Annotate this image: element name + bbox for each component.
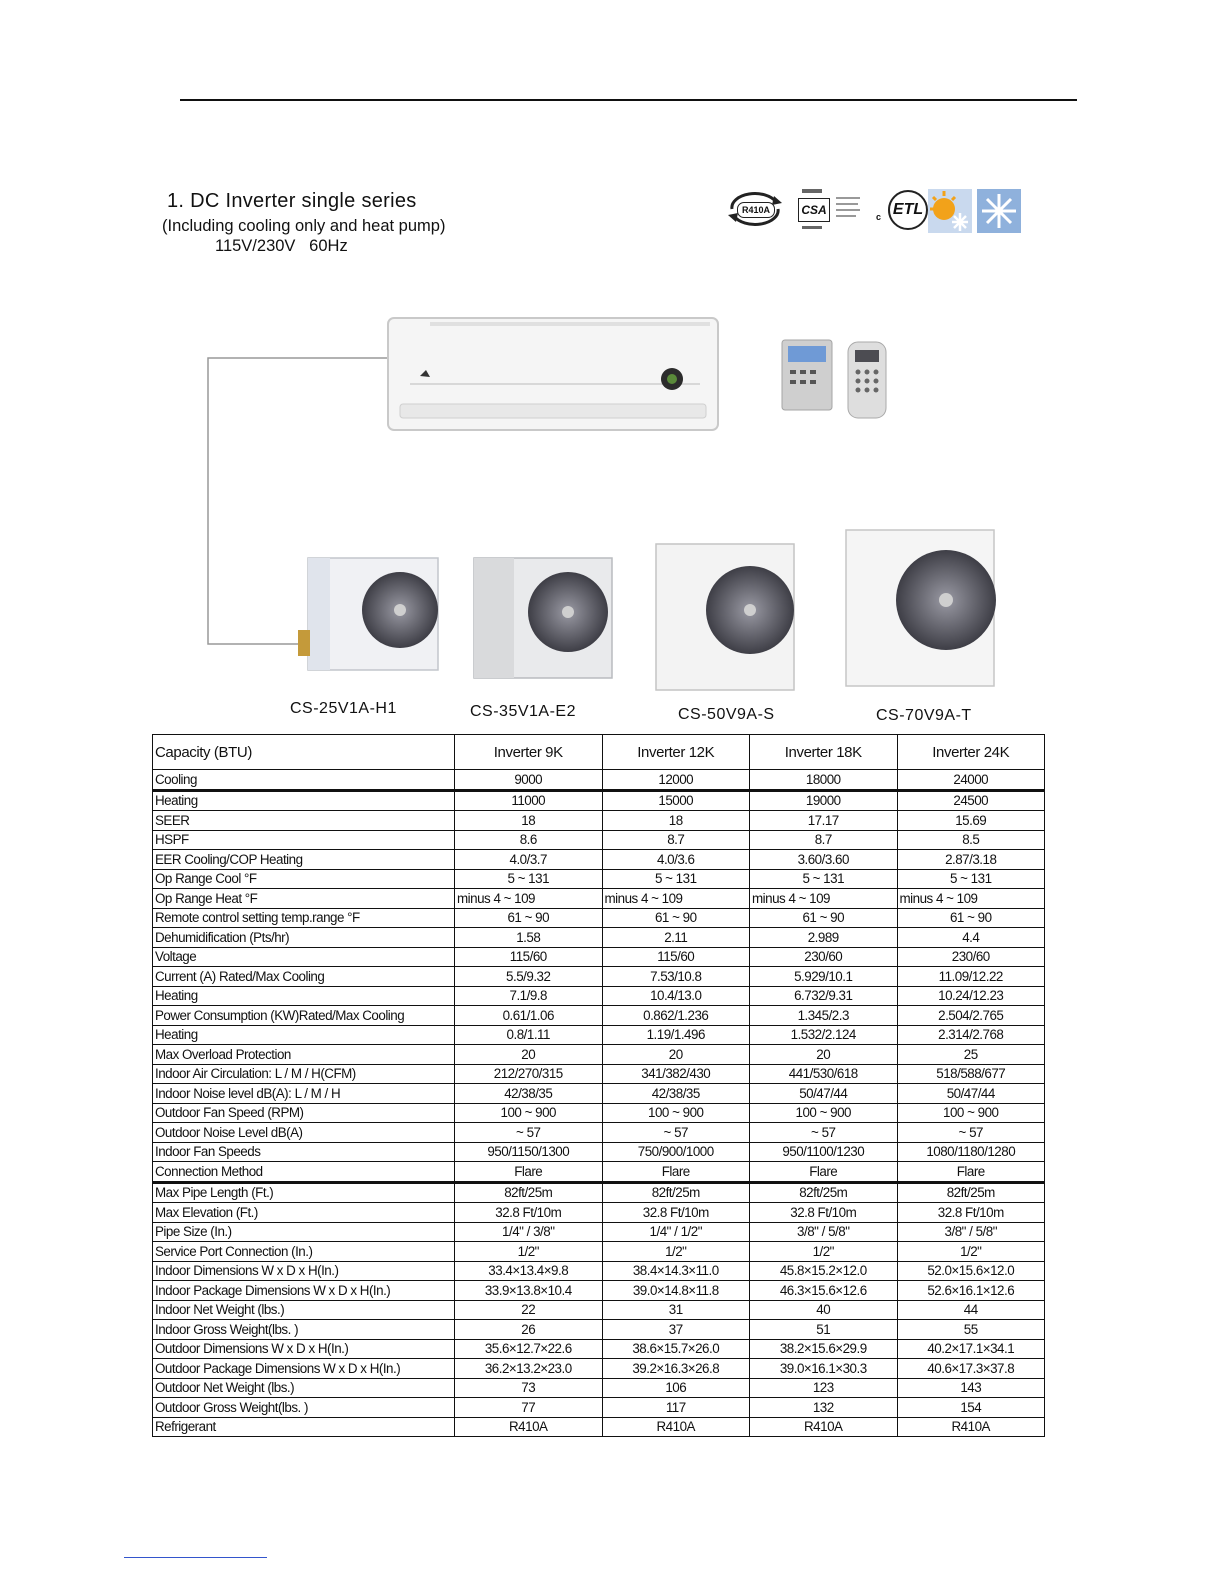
- table-row: [153, 1103, 1045, 1123]
- table-cell: Flare: [897, 1162, 1045, 1183]
- table-cell: 1/2": [750, 1242, 898, 1262]
- table-cell: 1/2": [897, 1242, 1045, 1262]
- table-cell: 38.6×15.7×26.0: [602, 1339, 750, 1359]
- table-cell: minus 4 ~ 109: [750, 889, 898, 909]
- model-label: CS-70V9A-T: [876, 707, 972, 724]
- table-cell: 1.58: [455, 928, 603, 948]
- table-row: [153, 869, 1045, 889]
- table-cell: 42/38/35: [455, 1084, 603, 1104]
- table-row: [153, 1142, 1045, 1162]
- table-cell: 39.2×16.3×26.8: [602, 1359, 750, 1379]
- table-cell: 37: [602, 1320, 750, 1340]
- table-cell: 32.8 Ft/10m: [602, 1203, 750, 1223]
- header-cell: Inverter 24K: [897, 735, 1045, 770]
- row-label: Outdoor Fan Speed (RPM): [153, 1103, 455, 1123]
- table-row: [153, 770, 1045, 791]
- table-row: [153, 1162, 1045, 1183]
- table-cell: 8.5: [897, 830, 1045, 850]
- table-cell: 55: [897, 1320, 1045, 1340]
- table-row: [153, 889, 1045, 909]
- csa-energy-lines-icon: [796, 188, 864, 232]
- row-label: Remote control setting temp.range °F: [153, 908, 455, 928]
- table-cell: 2.11: [602, 928, 750, 948]
- table-cell: 45.8×15.2×12.0: [750, 1261, 898, 1281]
- table-cell: 5.5/9.32: [455, 967, 603, 987]
- row-label: Indoor Air Circulation: L / M / H(CFM): [153, 1064, 455, 1084]
- table-cell: 100 ~ 900: [602, 1103, 750, 1123]
- header-cell: Inverter 18K: [750, 735, 898, 770]
- table-cell: 154: [897, 1398, 1045, 1418]
- table-cell: 2.504/2.765: [897, 1006, 1045, 1026]
- csa-logo: [796, 188, 864, 232]
- row-label: Indoor Fan Speeds: [153, 1142, 455, 1162]
- table-cell: R410A: [750, 1417, 898, 1437]
- table-cell: 1/4" / 3/8": [455, 1222, 603, 1242]
- table-cell: 38.4×14.3×11.0: [602, 1261, 750, 1281]
- table-row: [153, 1006, 1045, 1026]
- row-label: Dehumidification (Pts/hr): [153, 928, 455, 948]
- table-cell: 1/2": [602, 1242, 750, 1262]
- table-cell: 32.8 Ft/10m: [750, 1203, 898, 1223]
- row-label: Heating: [153, 1025, 455, 1045]
- row-label: Refrigerant: [153, 1417, 455, 1437]
- table-cell: 230/60: [750, 947, 898, 967]
- table-cell: 17.17: [750, 811, 898, 831]
- table-cell: 20: [602, 1045, 750, 1065]
- row-label: Max Overload Protection: [153, 1045, 455, 1065]
- table-row: [153, 1222, 1045, 1242]
- table-cell: 10.24/12.23: [897, 986, 1045, 1006]
- table-row: [153, 1359, 1045, 1379]
- table-cell: 100 ~ 900: [455, 1103, 603, 1123]
- row-label: Voltage: [153, 947, 455, 967]
- table-row: [153, 947, 1045, 967]
- table-cell: 12000: [602, 770, 750, 791]
- outdoor-unit-3: [656, 544, 794, 690]
- table-cell: 750/900/1000: [602, 1142, 750, 1162]
- table-cell: 24000: [897, 770, 1045, 791]
- table-row: [153, 790, 1045, 811]
- table-cell: ~ 57: [750, 1123, 898, 1143]
- table-cell: 0.862/1.236: [602, 1006, 750, 1026]
- csa-mark: CSA: [798, 198, 830, 222]
- table-cell: 1080/1180/1280: [897, 1142, 1045, 1162]
- table-row: [153, 1398, 1045, 1418]
- table-cell: 1.532/2.124: [750, 1025, 898, 1045]
- table-row: [153, 908, 1045, 928]
- table-cell: Flare: [455, 1162, 603, 1183]
- table-cell: 61 ~ 90: [602, 908, 750, 928]
- table-cell: 33.9×13.8×10.4: [455, 1281, 603, 1301]
- table-cell: 38.2×15.6×29.9: [750, 1339, 898, 1359]
- table-cell: 73: [455, 1378, 603, 1398]
- table-cell: R410A: [455, 1417, 603, 1437]
- table-cell: 4.4: [897, 928, 1045, 948]
- table-cell: 3/8" / 5/8": [750, 1222, 898, 1242]
- section-subtitle: (Including cooling only and heat pump): [162, 217, 446, 235]
- table-row: [153, 1203, 1045, 1223]
- table-cell: 117: [602, 1398, 750, 1418]
- table-cell: 8.7: [750, 830, 898, 850]
- model-label: CS-50V9A-S: [678, 706, 775, 723]
- snowflake-icon: [977, 189, 1021, 233]
- table-cell: 31: [602, 1300, 750, 1320]
- table-cell: 15000: [602, 790, 750, 811]
- table-row: [153, 850, 1045, 870]
- table-cell: 518/588/677: [897, 1064, 1045, 1084]
- table-cell: 18: [602, 811, 750, 831]
- etl-mark: ETL: [888, 190, 928, 230]
- row-label: Power Consumption (KW)Rated/Max Cooling: [153, 1006, 455, 1026]
- r410a-logo: [724, 192, 786, 226]
- table-row: [153, 1281, 1045, 1301]
- table-row: [153, 1182, 1045, 1203]
- table-cell: 39.0×14.8×11.8: [602, 1281, 750, 1301]
- table-cell: 77: [455, 1398, 603, 1418]
- row-label: Op Range Heat °F: [153, 889, 455, 909]
- table-cell: 40.6×17.3×37.8: [897, 1359, 1045, 1379]
- table-cell: 2.989: [750, 928, 898, 948]
- table-cell: 11000: [455, 790, 603, 811]
- table-cell: 5.929/10.1: [750, 967, 898, 987]
- table-cell: 7.1/9.8: [455, 986, 603, 1006]
- table-row: [153, 1339, 1045, 1359]
- table-cell: 24500: [897, 790, 1045, 811]
- section-heading: [162, 190, 446, 256]
- table-cell: 8.7: [602, 830, 750, 850]
- remote-control: [848, 342, 886, 418]
- product-illustration: [200, 300, 1040, 740]
- table-cell: 7.53/10.8: [602, 967, 750, 987]
- row-label: Outdoor Package Dimensions W x D x H(In.): [153, 1359, 455, 1379]
- table-cell: 11.09/12.22: [897, 967, 1045, 987]
- row-label: Service Port Connection (In.): [153, 1242, 455, 1262]
- row-label: Indoor Dimensions W x D x H(In.): [153, 1261, 455, 1281]
- table-cell: ~ 57: [455, 1123, 603, 1143]
- outdoor-unit-2: [474, 558, 612, 678]
- table-cell: 3.60/3.60: [750, 850, 898, 870]
- table-row: [153, 830, 1045, 850]
- table-cell: 19000: [750, 790, 898, 811]
- header-cell: Inverter 12K: [602, 735, 750, 770]
- table-cell: 0.61/1.06: [455, 1006, 603, 1026]
- row-label: Current (A) Rated/Max Cooling: [153, 967, 455, 987]
- row-label: Outdoor Noise Level dB(A): [153, 1123, 455, 1143]
- table-cell: 35.6×12.7×22.6: [455, 1339, 603, 1359]
- row-label: Indoor Noise level dB(A): L / M / H: [153, 1084, 455, 1104]
- table-cell: 5 ~ 131: [897, 869, 1045, 889]
- r410a-label: R410A: [737, 202, 775, 218]
- table-cell: 115/60: [455, 947, 603, 967]
- table-cell: 1/4" / 1/2": [602, 1222, 750, 1242]
- outdoor-unit-1: [298, 558, 438, 670]
- table-cell: 20: [455, 1045, 603, 1065]
- row-label: Op Range Cool °F: [153, 869, 455, 889]
- table-cell: 6.732/9.31: [750, 986, 898, 1006]
- indoor-unit: [388, 318, 718, 430]
- table-cell: 25: [897, 1045, 1045, 1065]
- table-cell: 46.3×15.6×12.6: [750, 1281, 898, 1301]
- table-cell: 2.87/3.18: [897, 850, 1045, 870]
- table-row: [153, 1123, 1045, 1143]
- table-cell: 950/1150/1300: [455, 1142, 603, 1162]
- table-cell: 1.345/2.3: [750, 1006, 898, 1026]
- table-row: [153, 1320, 1045, 1340]
- top-rule: [180, 99, 1077, 101]
- table-cell: 3/8" / 5/8": [897, 1222, 1045, 1242]
- row-label: Pipe Size (In.): [153, 1222, 455, 1242]
- table-cell: minus 4 ~ 109: [455, 889, 603, 909]
- row-label: Heating: [153, 790, 455, 811]
- table-cell: 50/47/44: [897, 1084, 1045, 1104]
- table-cell: 8.6: [455, 830, 603, 850]
- section-title: 1. DC Inverter single series: [167, 190, 417, 212]
- row-label: Heating: [153, 986, 455, 1006]
- table-cell: Flare: [602, 1162, 750, 1183]
- table-cell: 5 ~ 131: [602, 869, 750, 889]
- table-row: [153, 967, 1045, 987]
- row-label: Indoor Gross Weight(lbs. ): [153, 1320, 455, 1340]
- table-cell: 132: [750, 1398, 898, 1418]
- model-label: CS-35V1A-E2: [470, 703, 576, 720]
- table-cell: 1.19/1.496: [602, 1025, 750, 1045]
- table-cell: 52.0×15.6×12.0: [897, 1261, 1045, 1281]
- table-cell: 61 ~ 90: [750, 908, 898, 928]
- table-cell: 40: [750, 1300, 898, 1320]
- table-cell: 82ft/25m: [602, 1182, 750, 1203]
- table-cell: 51: [750, 1320, 898, 1340]
- row-label: Max Pipe Length (Ft.): [153, 1182, 455, 1203]
- header-cell: Inverter 9K: [455, 735, 603, 770]
- table-cell: 32.8 Ft/10m: [897, 1203, 1045, 1223]
- model-label: CS-25V1A-H1: [290, 700, 397, 717]
- table-cell: 50/47/44: [750, 1084, 898, 1104]
- row-label: HSPF: [153, 830, 455, 850]
- table-cell: 61 ~ 90: [897, 908, 1045, 928]
- table-cell: 82ft/25m: [455, 1182, 603, 1203]
- table-row: [153, 1300, 1045, 1320]
- table-cell: 61 ~ 90: [455, 908, 603, 928]
- table-cell: R410A: [602, 1417, 750, 1437]
- table-row: [153, 1084, 1045, 1104]
- table-cell: 36.2×13.2×23.0: [455, 1359, 603, 1379]
- table-cell: 4.0/3.6: [602, 850, 750, 870]
- table-cell: 100 ~ 900: [750, 1103, 898, 1123]
- outdoor-unit-4: [846, 530, 996, 686]
- table-cell: minus 4 ~ 109: [602, 889, 750, 909]
- table-cell: 22: [455, 1300, 603, 1320]
- table-cell: 18: [455, 811, 603, 831]
- table-cell: 10.4/13.0: [602, 986, 750, 1006]
- table-cell: 950/1100/1230: [750, 1142, 898, 1162]
- table-cell: 26: [455, 1320, 603, 1340]
- table-cell: 441/530/618: [750, 1064, 898, 1084]
- table-cell: 1/2": [455, 1242, 603, 1262]
- table-row: [153, 986, 1045, 1006]
- table-cell: 5 ~ 131: [750, 869, 898, 889]
- table-cell: 230/60: [897, 947, 1045, 967]
- table-row: [153, 1025, 1045, 1045]
- table-cell: 32.8 Ft/10m: [455, 1203, 603, 1223]
- row-label: Outdoor Dimensions W x D x H(In.): [153, 1339, 455, 1359]
- table-cell: 106: [602, 1378, 750, 1398]
- row-label: Indoor Net Weight (lbs.): [153, 1300, 455, 1320]
- table-row: [153, 1378, 1045, 1398]
- table-cell: 123: [750, 1378, 898, 1398]
- heat-cool-icon: [928, 189, 972, 233]
- table-cell: 82ft/25m: [750, 1182, 898, 1203]
- row-label: Outdoor Net Weight (lbs.): [153, 1378, 455, 1398]
- certification-logos: [724, 186, 1024, 234]
- table-header-row: [153, 735, 1045, 770]
- table-cell: ~ 57: [602, 1123, 750, 1143]
- table-cell: ~ 57: [897, 1123, 1045, 1143]
- table-cell: 0.8/1.11: [455, 1025, 603, 1045]
- table-cell: 341/382/430: [602, 1064, 750, 1084]
- footer-link-rule: [124, 1557, 267, 1558]
- row-label: Connection Method: [153, 1162, 455, 1183]
- table-cell: 4.0/3.7: [455, 850, 603, 870]
- row-label: Outdoor Gross Weight(lbs. ): [153, 1398, 455, 1418]
- row-label: EER Cooling/COP Heating: [153, 850, 455, 870]
- table-row: [153, 1242, 1045, 1262]
- wired-controller: [782, 340, 832, 410]
- table-cell: 115/60: [602, 947, 750, 967]
- table-row: [153, 1064, 1045, 1084]
- table-cell: R410A: [897, 1417, 1045, 1437]
- table-cell: 9000: [455, 770, 603, 791]
- table-cell: 42/38/35: [602, 1084, 750, 1104]
- table-cell: 40.2×17.1×34.1: [897, 1339, 1045, 1359]
- row-label: Indoor Package Dimensions W x D x H(In.): [153, 1281, 455, 1301]
- header-cell-label: Capacity (BTU): [153, 735, 455, 770]
- table-cell: 52.6×16.1×12.6: [897, 1281, 1045, 1301]
- etl-c-label: c: [876, 212, 882, 222]
- table-row: [153, 1417, 1045, 1437]
- table-row: [153, 1045, 1045, 1065]
- table-cell: 100 ~ 900: [897, 1103, 1045, 1123]
- table-cell: 18000: [750, 770, 898, 791]
- row-label: SEER: [153, 811, 455, 831]
- row-label: Cooling: [153, 770, 455, 791]
- table-cell: minus 4 ~ 109: [897, 889, 1045, 909]
- table-cell: 20: [750, 1045, 898, 1065]
- spec-table: [152, 734, 1045, 1437]
- table-cell: 2.314/2.768: [897, 1025, 1045, 1045]
- row-label: Max Elevation (Ft.): [153, 1203, 455, 1223]
- table-cell: 33.4×13.4×9.8: [455, 1261, 603, 1281]
- table-cell: Flare: [750, 1162, 898, 1183]
- table-cell: 15.69: [897, 811, 1045, 831]
- voltage-spec: 115V/230V 60Hz: [215, 237, 348, 255]
- table-cell: 5 ~ 131: [455, 869, 603, 889]
- table-cell: 212/270/315: [455, 1064, 603, 1084]
- table-cell: 82ft/25m: [897, 1182, 1045, 1203]
- table-row: [153, 928, 1045, 948]
- table-cell: 39.0×16.1×30.3: [750, 1359, 898, 1379]
- table-cell: 143: [897, 1378, 1045, 1398]
- table-row: [153, 811, 1045, 831]
- table-row: [153, 1261, 1045, 1281]
- table-cell: 44: [897, 1300, 1045, 1320]
